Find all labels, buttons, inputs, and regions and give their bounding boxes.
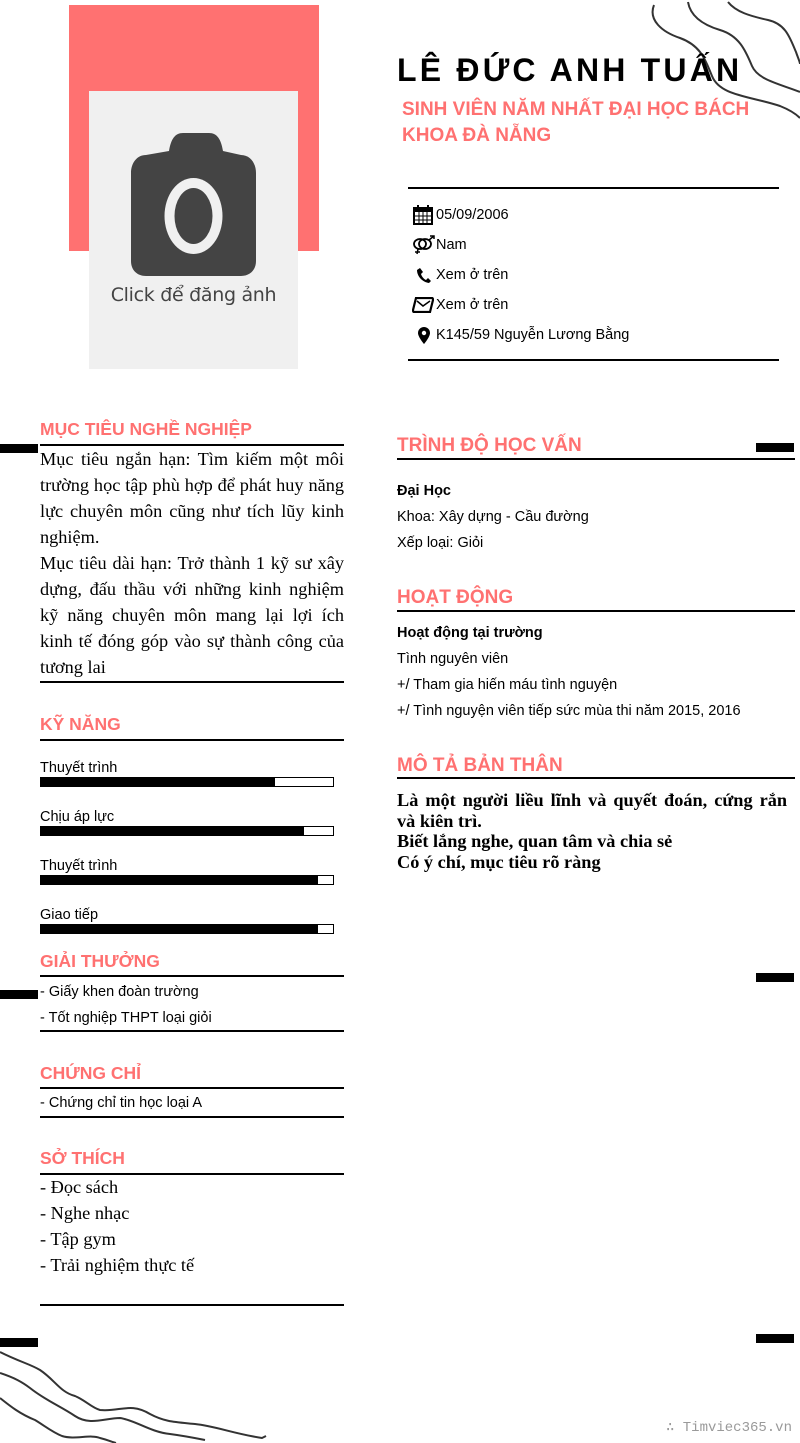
contact-value: Xem ở trên <box>436 267 509 283</box>
divider <box>397 777 795 779</box>
divider <box>40 975 344 977</box>
decor-marker <box>756 1334 794 1343</box>
hobby-item: - Đọc sách <box>40 1177 119 1197</box>
activity-subtitle: Hoạt động tại trường <box>397 625 543 641</box>
divider <box>40 1116 344 1118</box>
divider <box>40 1304 344 1306</box>
divider <box>40 1030 344 1032</box>
about-line: Là một người liều lĩnh và quyết đoán, cứng rắn và kiên trì. <box>397 790 787 831</box>
skill-item <box>40 808 344 836</box>
hobby-item: - Nghe nhạc <box>40 1203 130 1223</box>
contact-value: Xem ở trên <box>436 297 509 313</box>
divider <box>40 739 344 741</box>
contact-address <box>412 320 782 350</box>
camera-icon[interactable] <box>131 133 256 276</box>
education-faculty: Khoa: Xây dựng - Cầu đường <box>397 509 589 525</box>
watermark: ∴ Timviec365.vn <box>665 1420 792 1436</box>
divider <box>397 458 795 460</box>
divider <box>40 681 344 683</box>
divider <box>397 610 795 612</box>
skill-label: Thuyết trình <box>40 760 118 776</box>
skill-bar-fill <box>41 827 304 835</box>
activity-line: +/ Tham gia hiến máu tình nguyện <box>397 677 618 693</box>
skill-item <box>40 857 344 885</box>
award-item: - Giấy khen đoàn trường <box>40 984 199 1000</box>
candidate-position: SINH VIÊN NĂM NHẤT ĐẠI HỌC BÁCH KHOA ĐÀ NẴNG <box>402 99 750 146</box>
decor-marker <box>0 444 38 453</box>
objective-long-term: Mục tiêu dài hạn: Trở thành 1 kỹ sư xây dựng, đấu thầu với những kinh nghiệm kỹ năng chuyên môn mang lại lợi ích kinh tế đóng góp vào sự thành công của tương lai <box>40 553 344 677</box>
contact-info <box>412 200 782 350</box>
skill-item <box>40 906 344 934</box>
education-level: Đại Học <box>397 483 451 499</box>
candidate-name: LÊ ĐỨC ANH TUẤN <box>397 52 743 88</box>
skill-bar-fill <box>41 876 318 884</box>
envelope-icon <box>412 294 436 316</box>
hobby-item: - Trải nghiệm thực tế <box>40 1255 195 1275</box>
award-item: - Tốt nghiệp THPT loại giỏi <box>40 1010 212 1026</box>
section-title-awards: GIẢI THƯỞNG <box>40 951 160 971</box>
skill-bar <box>40 924 334 934</box>
skill-bar <box>40 875 334 885</box>
activity-line: Tình nguyên viên <box>397 651 509 667</box>
skill-bar-fill <box>41 778 275 786</box>
about-line: Có ý chí, mục tiêu rõ ràng <box>397 851 601 872</box>
wave-decoration-bottom <box>0 1340 300 1443</box>
photo-upload-caption[interactable]: Click để đăng ảnh <box>110 284 277 306</box>
decor-marker <box>756 973 794 982</box>
skill-label: Thuyết trình <box>40 858 118 874</box>
decor-marker <box>0 990 38 999</box>
about-text <box>397 790 787 872</box>
education-rank: Xếp loại: Giỏi <box>397 535 484 551</box>
activity-line: +/ Tình nguyện viên tiếp sức mùa thi năm 2015, 2016 <box>397 703 741 719</box>
skill-label: Giao tiếp <box>40 907 99 923</box>
about-line: Biết lắng nghe, quan tâm và chia sẻ <box>397 831 673 851</box>
skill-label: Chịu áp lực <box>40 809 115 825</box>
skill-bar <box>40 777 334 787</box>
hobby-item: - Tập gym <box>40 1229 116 1249</box>
section-title-hobbies: SỞ THÍCH <box>40 1148 125 1168</box>
map-marker-icon <box>412 324 436 346</box>
contact-birthday <box>412 200 782 230</box>
divider <box>408 187 779 189</box>
contact-value: 05/09/2006 <box>436 207 509 223</box>
section-title-skills: KỸ NĂNG <box>40 714 121 734</box>
contact-value: K145/59 Nguyễn Lương Bằng <box>436 327 630 343</box>
skill-item <box>40 759 344 787</box>
contact-email <box>412 290 782 320</box>
calendar-icon <box>412 204 436 226</box>
section-title-education: TRÌNH ĐỘ HỌC VẤN <box>397 435 582 456</box>
section-title-certificates: CHỨNG CHỈ <box>40 1063 142 1083</box>
section-title-activities: HOẠT ĐỘNG <box>397 587 514 608</box>
contact-value: Nam <box>436 237 467 253</box>
contact-gender <box>412 230 782 260</box>
divider <box>40 1087 344 1089</box>
skill-bar-fill <box>41 925 318 933</box>
certificate-item: - Chứng chỉ tin học loại A <box>40 1095 203 1111</box>
divider <box>408 359 779 361</box>
contact-phone <box>412 260 782 290</box>
decor-marker <box>0 1338 38 1347</box>
objective-short-term: Mục tiêu ngắn hạn: Tìm kiếm một môi trường học tập phù hợp để phát huy năng lực chuyên môn cũng như tích lũy kinh nghiệm. <box>40 449 344 547</box>
gender-icon <box>412 234 436 256</box>
skill-bar <box>40 826 334 836</box>
section-title-about: MÔ TẢ BẢN THÂN <box>397 755 563 776</box>
section-title-objective: MỤC TIÊU NGHỀ NGHIỆP <box>40 419 252 439</box>
phone-icon <box>412 264 436 286</box>
